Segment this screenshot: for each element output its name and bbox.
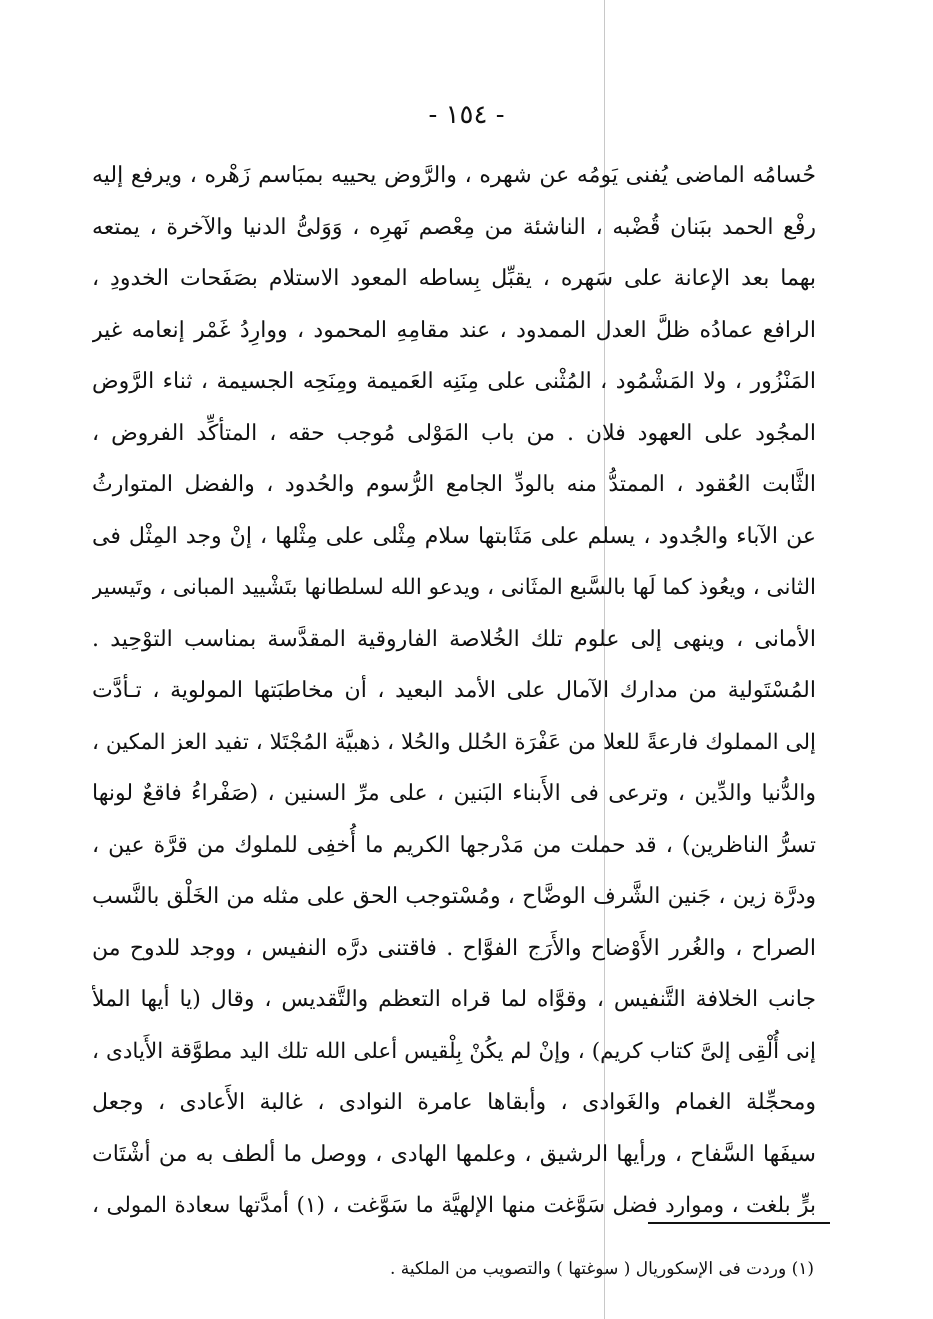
text-line: عن الآباء والجُدود ، يسلم على مَثَابتها سلام مِثْلى على مِثْلها ، إنْ وجد المِثْل فى — [92, 523, 816, 549]
text-line: برٍّ بلغت ، وموارد فضل سَوَّغت منها الإلهيَّة ما سَوَّغت ، (١) أمدَّتها سعادة المولى ، — [92, 1193, 816, 1218]
text-line: سيفَها السَّفاح ، ورأيها الرشيق ، وعلمها الهادى ، ووصل ما ألطف به من أشْتَات — [92, 1141, 816, 1167]
text-line: تسرُّ الناظرين) ، قد حملت من مَدْرجها الكريم ما أُخفِى للملوك من قرَّة عين ، — [92, 832, 816, 858]
text-line: الرافع عمادُه ظلَّ العدل الممدود ، عند مقامِهِ المحمود ، ووارِدُ غَمْر إنعامه غير — [92, 317, 816, 343]
text-line: الأمانى ، وينهى إلى علوم تلك الخُلاصة الفاروقية المقدَّسة بمناسب التوْحِيد . — [92, 626, 816, 652]
text-line: والدُّنيا والدِّين ، وترعى فى الأَبناء البَنين ، على مرِّ السنين ، (صَفْراءُ فاقعٌ لونها — [92, 781, 816, 806]
text-line: الصراح ، والغُرر الأَوْضاح والأَرَج الفوَّاح . فاقتنى درَّه النفيس ، ووجد للدوح من — [92, 935, 816, 961]
text-line: إنى أُلْقِى إلىَّ كتاب كريم) ، وإنْ لم يكُنْ بِلْقيس أعلى الله تلك اليد مطوَّقة الأَيادى ، — [92, 1038, 816, 1064]
text-line: المُسْتَولية من مدارك الآمال على الأمد البعيد ، أن مخاطبَتها المولوية ، تـأدَّت — [92, 678, 816, 703]
page-number: - ١٥٤ - — [428, 100, 505, 130]
text-line: الثانى ، ويعُوذ كما لَها بالسَّبع المثَانى ، ويدعو الله لسلطانها بتَشْييد المبانى ، وتَيسير — [92, 575, 816, 600]
text-line: المَنْزُور ، ولا المَشْمُود ، المُثْنى على مِنَنِه العَميمة ومِنَحِه الجسيمة ، ثناء الرَّوض — [92, 369, 816, 394]
text-line: ومحجِّلة الغمام والغَوادى ، وأبقاها عامرة النوادى ، غالبة الأَعادى ، وجعل — [92, 1090, 816, 1115]
text-line: جانب الخلافة التَّنفيس ، وقوَّاه لما قراه التعظم والتَّقديس ، وقال (يا أيها الملأ — [92, 987, 816, 1012]
body-text — [92, 150, 816, 1232]
text-line: ودرَّة زين ، جَنين الشَّرف الوضَّاح ، ومُسْتوجب الحق على مثله من الخَلْق بالنَّسب — [92, 884, 816, 909]
text-line: الثَّابت العُقود ، الممتدُّ منه بالودِّ الجامع الرُّسوم والحُدود ، والفضل المتوارثُ — [92, 472, 816, 497]
text-line: رفْع الحمد ببَنان قُضْبه ، الناشئة من مِعْصم نَهرِه ، وَوَلىُّ الدنيا والآخرة ، يمتعه — [92, 214, 816, 240]
text-line: المجُود على العهود فلان . من باب المَوْلى مُوجب حقه ، المتأكِّد الفروض ، — [92, 420, 816, 446]
text-line: حُسامُه الماضى يُفنى يَومُه عن شهره ، والرَّوض يحييه بمبَاسم زَهْره ، ويرفع إليه — [92, 163, 816, 188]
text-line: بهما بعد الإعانة على سَهره ، يقبِّل بِساطه المعود الاستلام بصَفَحات الخدودِ ، — [92, 266, 816, 291]
footnote-rule — [648, 1222, 830, 1224]
footnote: (١) وردت فى الإسكوريال ( سوغتها ) والتصويب من الملكية . — [389, 1259, 814, 1279]
text-line: إلى المملوك فارعةً للعلا من عَفْرَة الحُلل والحُلا ، ذهبيَّة المُجْتَلا ، تفيد العز المكين ، — [92, 729, 816, 755]
